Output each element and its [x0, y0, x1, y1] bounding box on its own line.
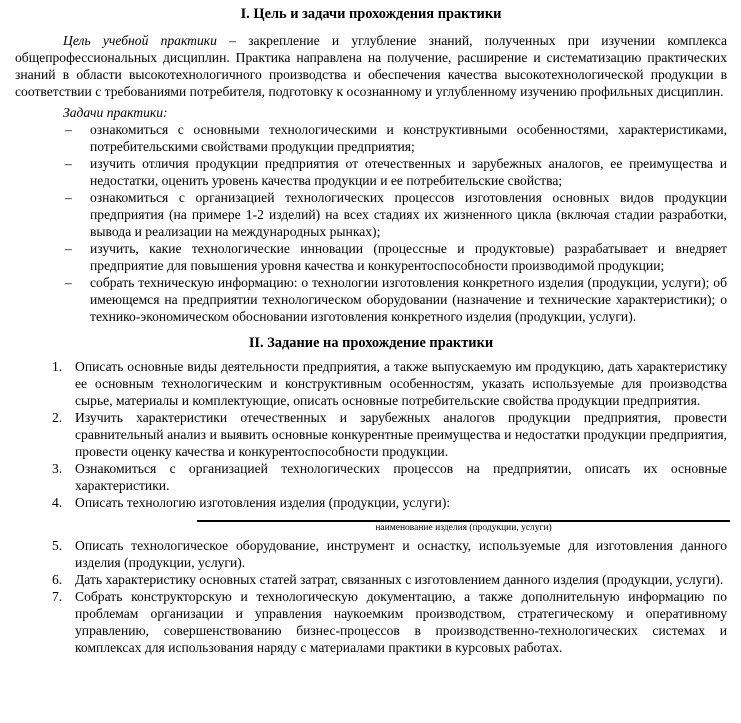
task-item-text: ознакомиться с организацией технологических процессов изготовления основных видов продукции предприятия (на примере 1-2 изделий) на всех стадиях их жизненного цикла (включая стадии разработки, вывода и реализации на международных рынках);	[90, 190, 727, 239]
assignment-item-text: Описать технологию изготовления изделия (продукции, услуги):	[75, 495, 451, 510]
task-item-text: изучить отличия продукции предприятия от отечественных и зарубежных аналогов, ее преимущества и недостатки, оценить уровень качества продукции и ее потребительские свойства;	[90, 156, 727, 188]
item-number: 4.	[52, 495, 63, 510]
item-number: 6.	[52, 572, 63, 587]
dash-marker: –	[65, 156, 72, 171]
item-number: 7.	[52, 589, 63, 604]
blank-name-block	[197, 520, 730, 534]
item-number: 1.	[52, 359, 63, 374]
assignment-item-text: Изучить характеристики отечественных и зарубежных аналогов продукции предприятия, провести сравнительный анализ и выявить основные конкурентные преимущества и недостатки продукции предприятия, провести оценку качества и конкурентоспособности продукции.	[75, 410, 727, 459]
assignment-item-text: Собрать конструкторскую и технологическую документацию, а также дополнительную информацию по проблемам организации и управления наукоемким производством, стратегическому и оперативному управлению, совершенствованию бизнес-процессов в производственно-технологических системах и комплексах для использования наряду с материалами практики в курсовых работах.	[75, 589, 727, 655]
assignment-item-text: Дать характеристику основных статей затрат, связанных с изготовлением данного изделия (продукции, услуги).	[75, 572, 724, 587]
task-item-text: собрать техническую информацию: о технологии изготовления конкретного изделия (продукции, услуги); об имеющемся на предприятии технологическом оборудовании (назначение и технические характеристики); о технико-экономическом обосновании изготовления конкретного изделия (продукции, услуги).	[90, 275, 727, 324]
assignment-item	[15, 494, 727, 511]
tasks-label: Задачи практики:	[63, 105, 168, 120]
dash-marker: –	[65, 241, 72, 256]
dash-marker: –	[65, 190, 72, 205]
dash-marker: –	[65, 122, 72, 137]
tasks-list	[15, 121, 727, 325]
task-item	[15, 274, 727, 325]
assignment-item	[15, 588, 727, 656]
dash-marker: –	[65, 275, 72, 290]
signature-caption: наименование изделия (продукции, услуги)	[375, 523, 552, 533]
task-item	[15, 155, 727, 189]
task-item-text: изучить, какие технологические инновации (процессные и продуктовые) разрабатывает и внедряет предприятие для повышения уровня качества и конкурентоспособности производимой продукции;	[90, 241, 727, 273]
assignment-item	[15, 460, 727, 494]
assignment-item-text: Описать технологическое оборудование, инструмент и оснастку, используемые для изготовления данного изделия (продукции, услуги).	[75, 538, 727, 570]
assignment-list	[15, 358, 727, 656]
section-2-title: II. Задание на прохождение практики	[248, 335, 494, 351]
task-item	[15, 121, 727, 155]
assignment-item-text: Ознакомиться с организацией технологических процессов на предприятии, описать их основные характеристики.	[75, 461, 727, 493]
assignment-item	[15, 358, 727, 409]
assignment-item	[15, 571, 727, 588]
assignment-item	[15, 537, 727, 571]
intro-lead-italic: Цель учебной практики	[63, 33, 217, 48]
intro-body-text: – закрепление и углубление знаний, полученных при изучении комплекса общепрофессиональных дисциплин. Практика направлена на получение, расширение и систематизацию практических знаний в области высокотехнологичного производства и обеспечения качества высокотехнологической продукции в соответствии с требованиями потребителя, подготовку к осознанному и углубленному изучению профильных дисциплин.	[15, 33, 727, 99]
section-1-title: I. Цель и задачи прохождения практики	[240, 6, 502, 22]
item-number: 5.	[52, 538, 63, 553]
intro-paragraph	[15, 32, 727, 100]
task-item	[15, 189, 727, 240]
assignment-item-text: Описать основные виды деятельности предприятия, а также выпускаемую им продукцию, дать характеристику ее основным технологическим и конструктивным особенностям, указать используемые для производства сырье, материалы и комплектующие, описать основные потребительские свойства продукции предприятия.	[75, 359, 727, 408]
assignment-item	[15, 409, 727, 460]
item-number: 2.	[52, 410, 63, 425]
task-item	[15, 240, 727, 274]
item-number: 3.	[52, 461, 63, 476]
task-item-text: ознакомиться с основными технологическими и конструктивными особенностями, характеристиками, потребительскими свойствами продукции предприятия;	[90, 122, 727, 154]
